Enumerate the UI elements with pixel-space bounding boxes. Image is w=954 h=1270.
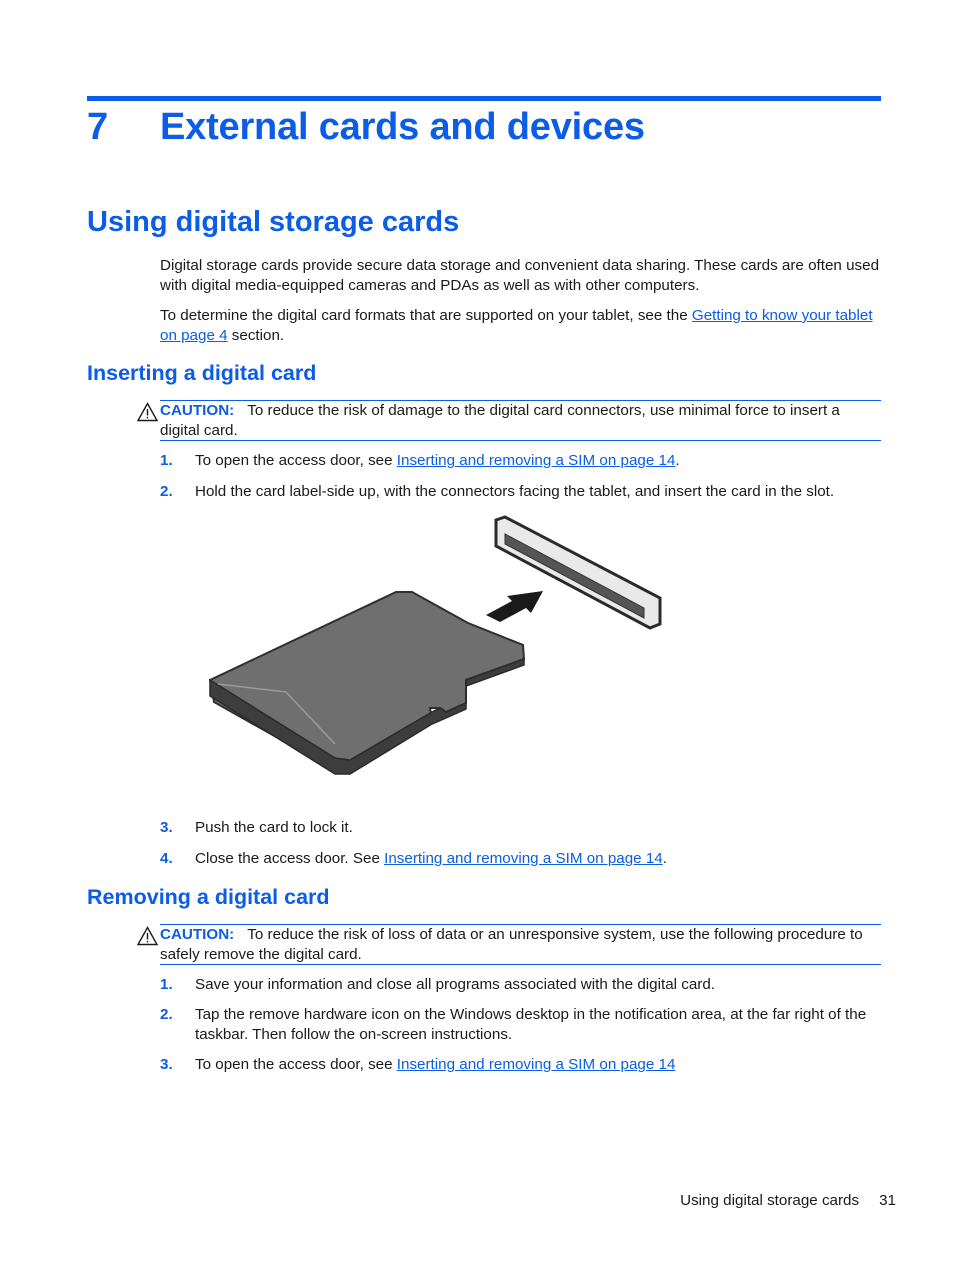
chapter-rule: [87, 96, 881, 101]
step-text-before: To open the access door, see: [195, 1056, 397, 1073]
getting-to-know-link[interactable]: Getting to know your tablet on page 4: [160, 307, 873, 344]
insert-arrow-graphic: [486, 591, 543, 622]
inserting-title: Inserting a digital card: [87, 361, 317, 385]
card-insertion-illustration: [200, 512, 670, 782]
caution-message: To reduce the risk of damage to the digital card connectors, use minimal force to insert a digital card.: [160, 402, 840, 439]
formats-paragraph: [160, 306, 882, 345]
formats-text-after: section.: [227, 326, 285, 344]
step-number: 2.: [160, 1006, 173, 1023]
step-text: Save your information and close all programs associated with the digital card.: [195, 976, 716, 993]
step-text: [195, 849, 882, 869]
caution-text-removing: [160, 925, 881, 964]
page-number: 31: [879, 1192, 896, 1209]
formats-text-before: To determine the digital card formats that are supported on your tablet, see the: [160, 307, 692, 324]
step-number: 1.: [160, 976, 173, 993]
step-text-after: .: [662, 850, 667, 867]
warning-icon: [137, 402, 158, 422]
step-number: 3.: [160, 819, 173, 836]
step-number: 2.: [160, 483, 173, 500]
step-number: 1.: [160, 452, 173, 469]
section-title: Using digital storage cards: [87, 206, 460, 238]
warning-icon: [137, 926, 158, 946]
caution-label: CAUTION:: [160, 402, 235, 419]
chapter-title: [87, 106, 645, 149]
chapter-title-text: External cards and devices: [160, 106, 645, 148]
step-number: 3.: [160, 1056, 173, 1073]
step-text: Hold the card label-side up, with the connectors facing the tablet, and insert the card in the slot.: [195, 483, 835, 500]
caution-box-removing: [160, 924, 881, 965]
inserting-step-2: [160, 482, 882, 502]
card-slot-graphic: [496, 517, 660, 628]
caution-text-inserting: [160, 401, 881, 440]
step-text: Push the card to lock it.: [195, 819, 353, 836]
sim-link[interactable]: Inserting and removing a SIM on page 14: [384, 850, 663, 867]
step-text: Tap the remove hardware icon on the Windows desktop in the notification area, at the far right of the taskbar. Then follow the on-screen instructions.: [195, 1006, 867, 1043]
step-number: 4.: [160, 850, 173, 867]
inserting-step-3: [160, 818, 882, 838]
inserting-step-4: [160, 849, 882, 869]
step-text: [195, 1055, 882, 1075]
removing-step-3: [160, 1055, 882, 1075]
caution-message: To reduce the risk of loss of data or an unresponsive system, use the following procedure to safely remove the digital card.: [160, 926, 863, 963]
removing-step-1: [160, 975, 882, 995]
step-text-after: .: [675, 452, 680, 469]
step-text: [195, 451, 882, 471]
step-text-before: Close the access door. See: [195, 850, 385, 867]
removing-step-2: [160, 1005, 882, 1044]
sim-link[interactable]: Inserting and removing a SIM on page 14: [396, 452, 676, 469]
inserting-step-1: [160, 451, 882, 471]
page-footer: [680, 1192, 896, 1209]
memory-card-graphic: [210, 592, 524, 774]
footer-section-title: Using digital storage cards: [680, 1192, 860, 1209]
intro-paragraph: Digital storage cards provide secure data storage and convenient data sharing. These cards are often used with digital media-equipped cameras and PDAs as well as with other computers.: [160, 257, 880, 294]
chapter-number: 7: [87, 106, 108, 148]
step-text-before: To open the access door, see: [195, 452, 397, 469]
caution-box-inserting: [160, 400, 881, 441]
sim-link[interactable]: Inserting and removing a SIM on page 14: [396, 1056, 676, 1073]
removing-title: Removing a digital card: [87, 885, 330, 909]
caution-label: CAUTION:: [160, 926, 235, 943]
